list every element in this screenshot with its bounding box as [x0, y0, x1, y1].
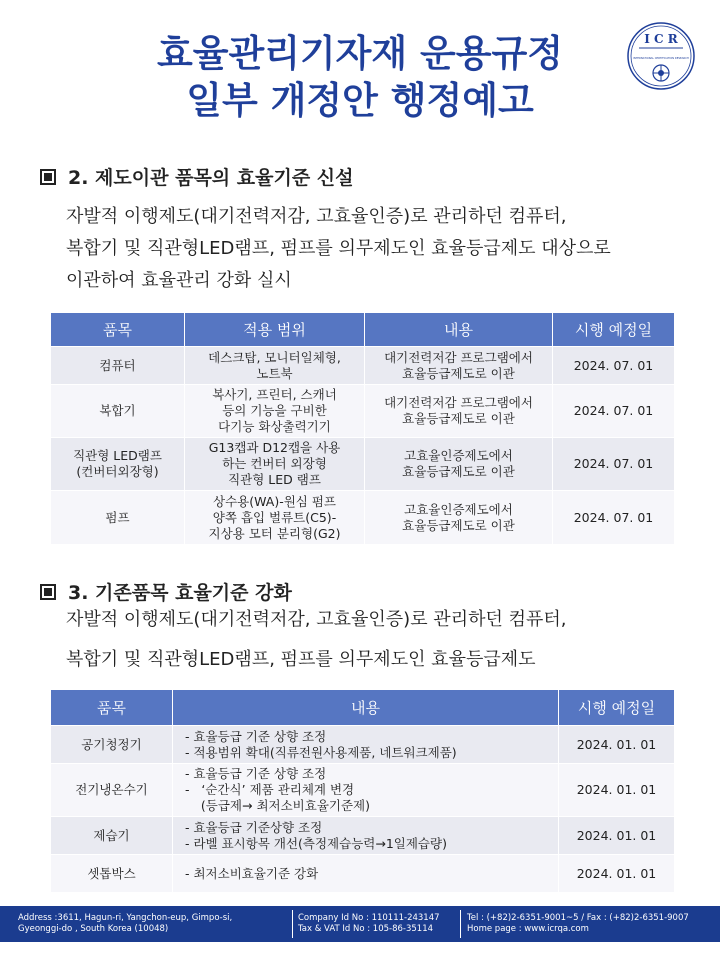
item-cell: 직관형 LED램프 (컨버터외장형) [51, 438, 185, 491]
footer-contact: Tel : (+82)2-6351-9001~5 / Fax : (+82)2-6351-9007 Home page : www.icrqa.com [467, 913, 689, 934]
date-cell: 2024. 01. 01 [559, 855, 675, 893]
date-cell: 2024. 07. 01 [553, 385, 675, 438]
content-cell: 대기전력저감 프로그램에서 효율등급제도로 이관 [365, 347, 553, 385]
footer-divider [292, 910, 293, 938]
square-bullet-icon [40, 169, 56, 185]
content-cell: - 효율등급 기준 상향 조정 - 적용범위 확대(직류전원사용제품, 네트워크제품) [173, 726, 559, 764]
footer-company: Company Id No : 110111-243147 Tax & VAT Id No : 105-86-35114 [298, 913, 440, 934]
section-2-paragraph: 자발적 이행제도(대기전력저감, 고효율인증)로 관리하던 컴퓨터, 복합기 및 직관형LED램프, 펌프를 의무제도인 효율등급제도 대상으로 이관하여 효율관리 강화 실시 [66, 206, 611, 291]
item-cell: 전기냉온수기 [51, 764, 173, 817]
title-line-2: 일부 개정안 행정예고 [186, 79, 534, 122]
content-cell: - 효율등급 기준상향 조정 - 라벨 표시항목 개선(측정제습능력→1일제습량) [173, 817, 559, 855]
table-header: 시행 예정일 [553, 313, 675, 347]
section-3-table [50, 689, 675, 893]
date-cell: 2024. 07. 01 [553, 438, 675, 491]
table-header: 적용 범위 [185, 313, 365, 347]
table-row [51, 385, 675, 438]
title-line-1: 효율관리기자재 운용규정 [156, 32, 564, 75]
icr-logo [627, 22, 695, 90]
item-cell: 펌프 [51, 491, 185, 545]
date-cell: 2024. 07. 01 [553, 347, 675, 385]
table-row [51, 438, 675, 491]
item-cell: 공기청정기 [51, 726, 173, 764]
item-cell: 컴퓨터 [51, 347, 185, 385]
table-header: 내용 [173, 690, 559, 726]
content-cell: 고효율인증제도에서 효율등급제도로 이관 [365, 438, 553, 491]
table-row [51, 491, 675, 545]
content-cell: 대기전력저감 프로그램에서 효율등급제도로 이관 [365, 385, 553, 438]
date-cell: 2024. 07. 01 [553, 491, 675, 545]
section-2-table [50, 312, 675, 545]
logo-letters: I C R [644, 32, 678, 46]
item-cell: 복합기 [51, 385, 185, 438]
table-header: 품목 [51, 313, 185, 347]
logo-ring-text: INTERNATIONAL CERTIFICATION RESEARCH [633, 57, 689, 60]
table-header: 품목 [51, 690, 173, 726]
content-cell: - 최저소비효율기준 강화 [173, 855, 559, 893]
page-title [0, 30, 720, 124]
scope-cell: G13캡과 D12캡을 사용 하는 컨버터 외장형 직관형 LED 램프 [185, 438, 365, 491]
footer-address: Address :3611, Hagun-ri, Yangchon-eup, Gimpo-si, Gyeonggi-do , South Korea (10048) [18, 913, 233, 934]
scope-cell: 복사기, 프린터, 스캐너 등의 기능을 구비한 다기능 화상출력기기 [185, 385, 365, 438]
item-cell: 제습기 [51, 817, 173, 855]
section-3-paragraph: 자발적 이행제도(대기전력저감, 고효율인증)로 관리하던 컴퓨터, 복합기 및 직관형LED램프, 펌프를 의무제도인 효율등급제도 [66, 609, 567, 670]
table-row [51, 347, 675, 385]
date-cell: 2024. 01. 01 [559, 764, 675, 817]
footer-bar [0, 906, 720, 942]
table-row [51, 726, 675, 764]
square-bullet-icon [40, 584, 56, 600]
table-row [51, 855, 675, 893]
date-cell: 2024. 01. 01 [559, 726, 675, 764]
item-cell: 셋톱박스 [51, 855, 173, 893]
section-3-heading: 3. 기존품목 효율기준 강화 [40, 578, 292, 605]
section-2-heading: 2. 제도이관 품목의 효율기준 신설 [40, 163, 354, 190]
table-header: 내용 [365, 313, 553, 347]
table-row [51, 764, 675, 817]
scope-cell: 상수용(WA)-원심 펌프 양쪽 흡입 벌류트(C5)- 지상용 모터 분리형(G2) [185, 491, 365, 545]
table-row [51, 817, 675, 855]
content-cell: 고효율인증제도에서 효율등급제도로 이관 [365, 491, 553, 545]
date-cell: 2024. 01. 01 [559, 817, 675, 855]
table-header: 시행 예정일 [559, 690, 675, 726]
content-cell: - 효율등급 기준 상향 조정 - ‘순간식’ 제품 관리체계 변경 (등급제→ 최저소비효율기준제) [173, 764, 559, 817]
footer-divider [460, 910, 461, 938]
scope-cell: 데스크탑, 모니터일체형, 노트북 [185, 347, 365, 385]
